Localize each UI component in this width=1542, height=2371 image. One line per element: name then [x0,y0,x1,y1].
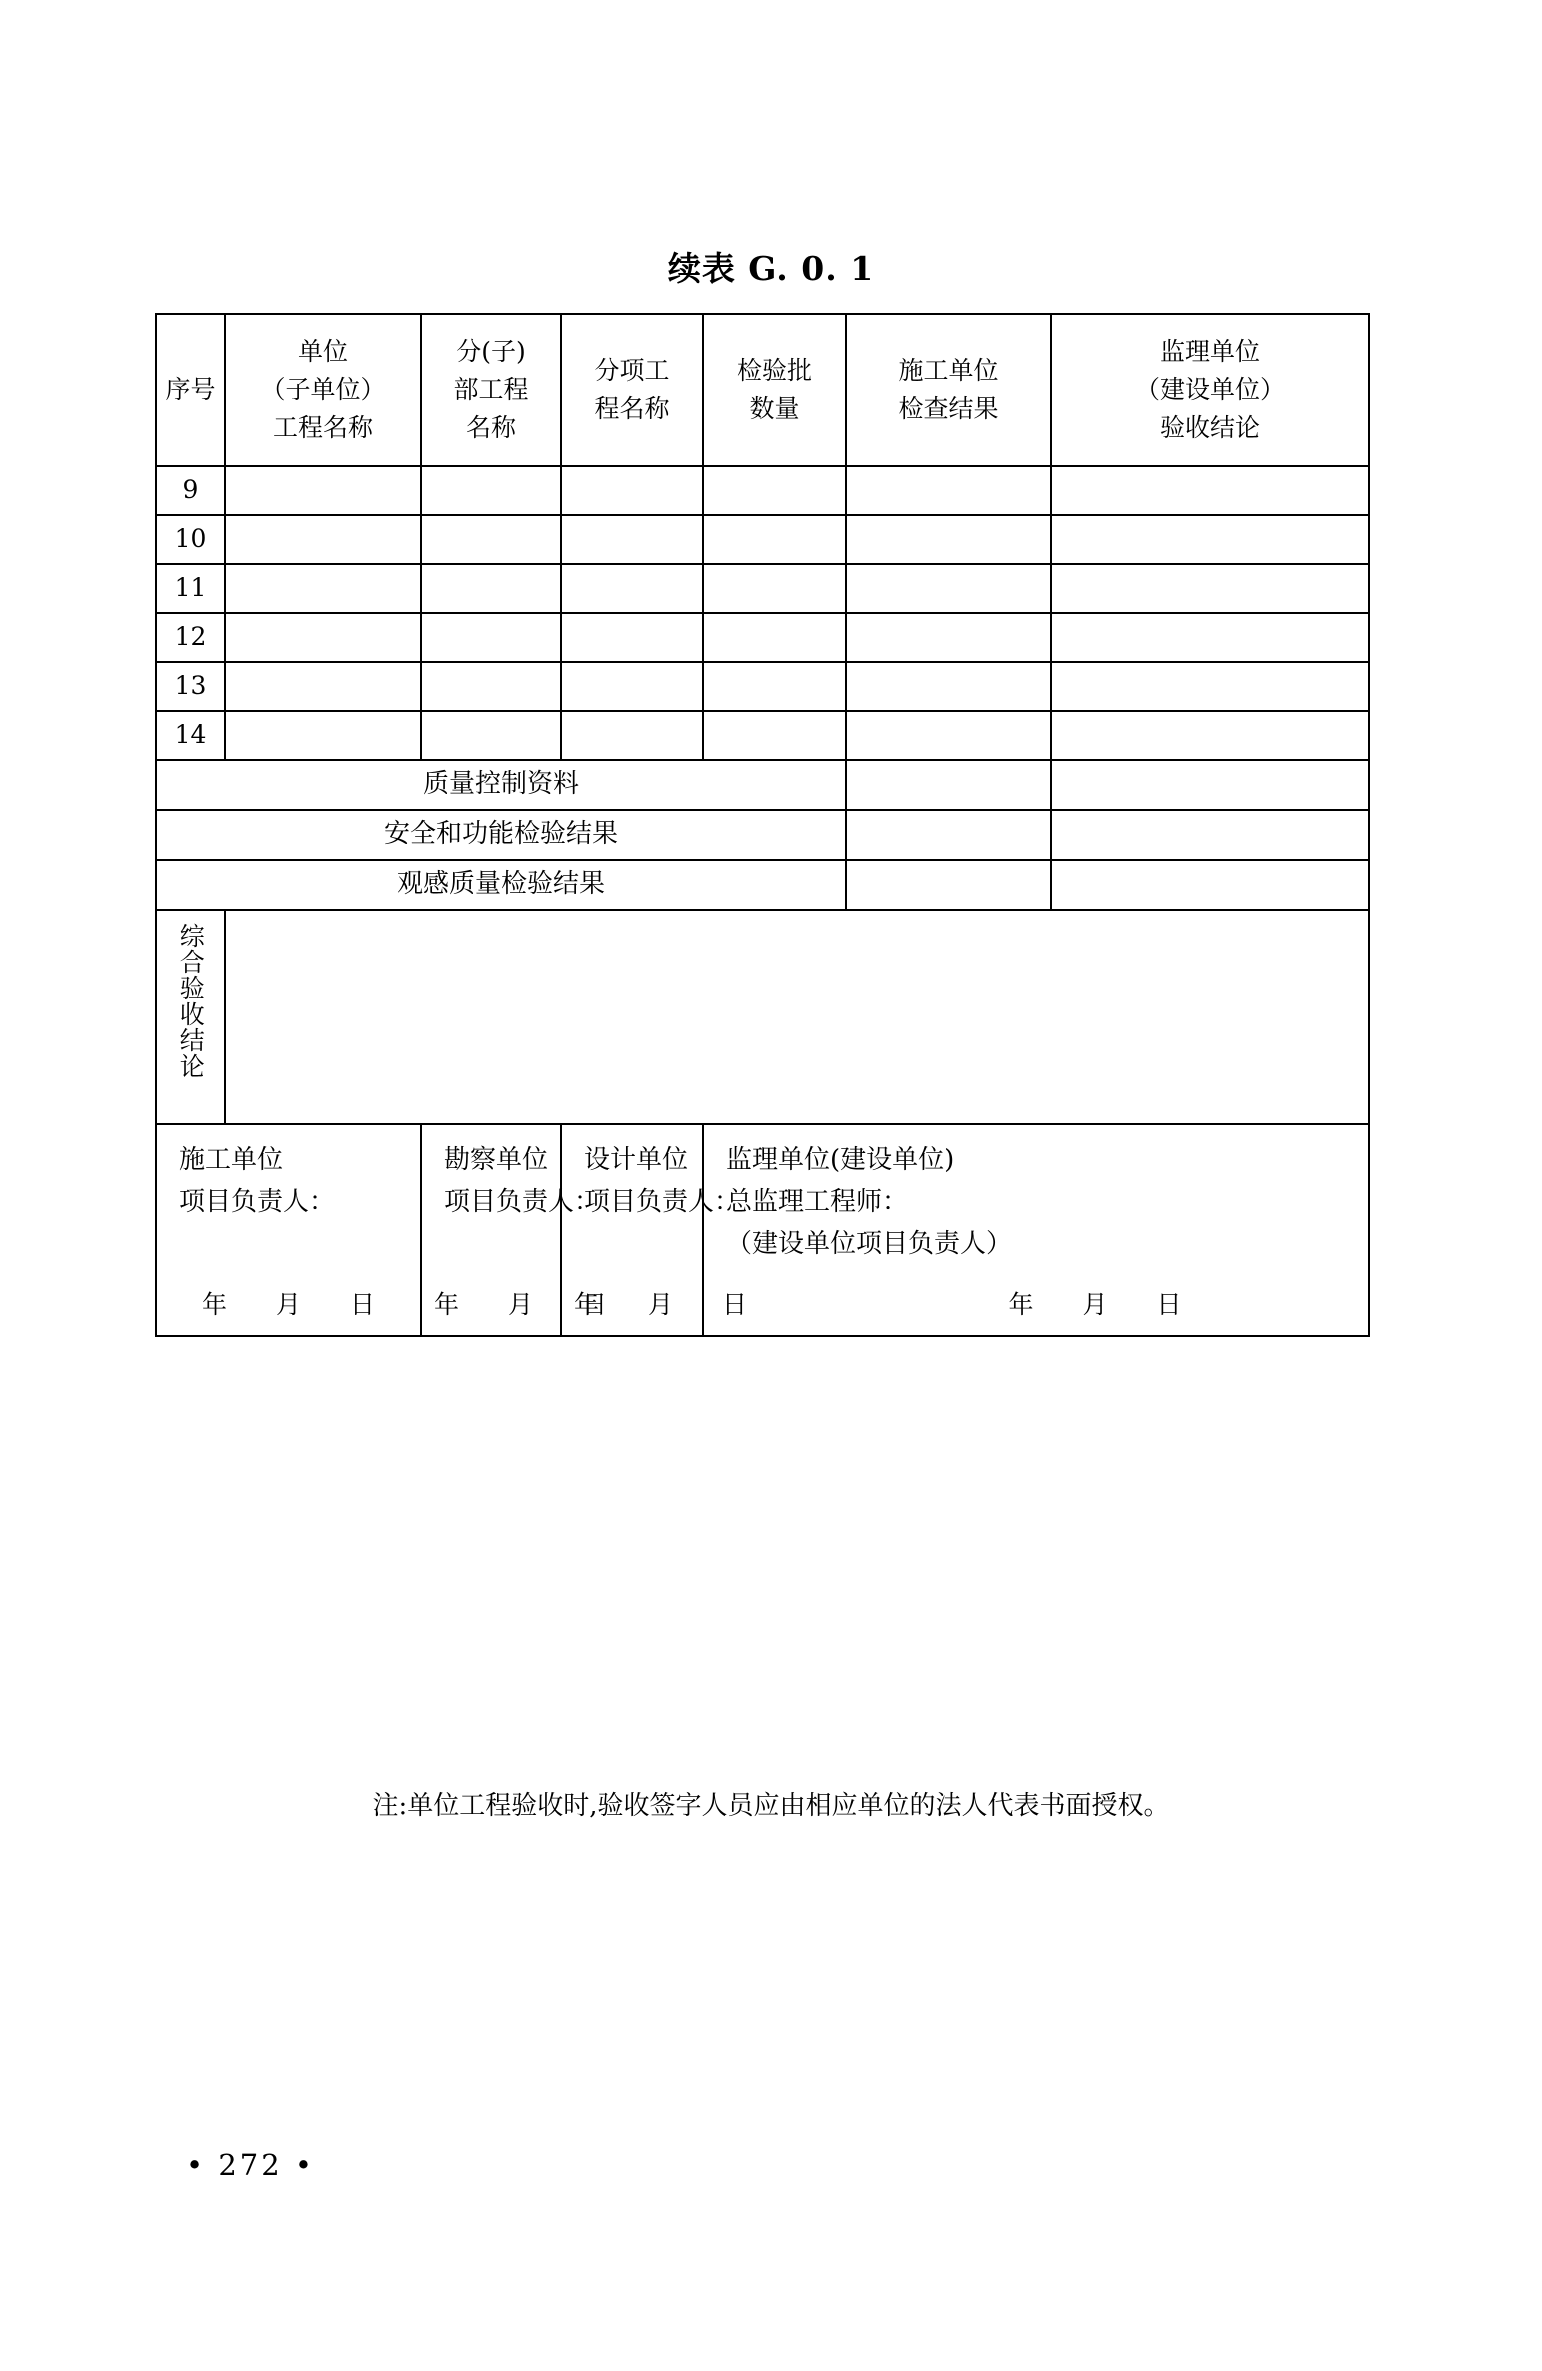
row-seq: 9 [156,466,225,515]
cell-contractor-check-result[interactable] [846,662,1051,711]
signature-block-supervisor[interactable] [703,1124,1369,1336]
cell-sub-item-project-name[interactable] [561,613,703,662]
header-line: 部工程 [453,374,529,404]
summary-label: 安全和功能检验结果 [156,810,846,860]
signature-line: 项目负责人： [584,1187,741,1218]
comprehensive-conclusion-label [156,910,225,1124]
table-row [156,515,1369,564]
header-cell-inspection-lot-quantity [703,314,846,466]
cell-unit-project-name[interactable] [225,564,421,613]
table-row [156,613,1369,662]
cell-inspection-lot-quantity[interactable] [703,564,846,613]
cell-supervisor-acceptance-conclusion[interactable] [1051,466,1369,515]
cell-supervisor-acceptance-conclusion[interactable] [1051,711,1369,760]
cell-contractor-check-result[interactable] [846,515,1051,564]
table-row [156,711,1369,760]
header-line: 名称 [465,413,516,443]
cell-unit-project-name[interactable] [225,662,421,711]
cell-sub-item-project-name[interactable] [561,711,703,760]
summary-row-safety-function-test-result [156,810,1369,860]
signature-line: 监理单位(建设单位) [726,1145,955,1175]
row-seq: 13 [156,662,225,711]
header-line: 数量 [749,394,800,423]
cell-contractor-check-result[interactable] [846,711,1051,760]
cell-sub-part-project-name[interactable] [421,613,561,662]
comprehensive-conclusion-label-text: 综合验收结论 [176,923,206,1079]
summary-row-appearance-quality-test-result [156,860,1369,910]
table-header-row [156,314,1369,466]
signature-line: 勘察单位 [444,1145,549,1175]
summary-label: 质量控制资料 [156,760,846,810]
page-number: • 272 • [186,2148,315,2182]
row-seq: 10 [156,515,225,564]
table-footnote: 注:单位工程验收时,验收签字人员应由相应单位的法人代表书面授权。 [372,1791,1170,1821]
signature-block-survey[interactable] [421,1124,620,1336]
header-line: 序号 [165,374,216,404]
header-line: （建设单位） [1134,374,1285,404]
signature-row [156,1124,1369,1336]
table-row [156,662,1369,711]
cell-sub-item-project-name[interactable] [561,564,703,613]
row-seq: 14 [156,711,225,760]
cell-sub-item-project-name[interactable] [561,466,703,515]
header-line: 监理单位 [1159,336,1260,366]
summary-cell-supervisor[interactable] [1051,810,1369,860]
row-seq: 11 [156,564,225,613]
header-cell-sub-item-project-name [561,314,703,466]
header-line: 分项工 [594,355,670,385]
header-line: 单位 [297,336,348,366]
cell-contractor-check-result[interactable] [846,466,1051,515]
signature-block-contractor[interactable] [156,1124,421,1336]
page-title: 续表 G. 0. 1 [667,249,875,288]
cell-inspection-lot-quantity[interactable] [703,515,846,564]
comprehensive-conclusion-value[interactable] [225,910,1369,1124]
summary-cell-supervisor[interactable] [1051,760,1369,810]
header-cell-sub-part-project-name [421,314,561,466]
summary-cell-contractor[interactable] [846,760,1051,810]
cell-sub-part-project-name[interactable] [421,564,561,613]
cell-unit-project-name[interactable] [225,515,421,564]
cell-supervisor-acceptance-conclusion[interactable] [1051,662,1369,711]
header-cell-contractor-check-result [846,314,1051,466]
header-line: 工程名称 [272,413,373,443]
cell-supervisor-acceptance-conclusion[interactable] [1051,613,1369,662]
cell-contractor-check-result[interactable] [846,613,1051,662]
header-line: （子单位） [260,374,386,404]
header-line: 验收结论 [1159,413,1260,443]
cell-inspection-lot-quantity[interactable] [703,466,846,515]
comprehensive-conclusion-row [156,910,1369,1124]
cell-supervisor-acceptance-conclusion[interactable] [1051,515,1369,564]
cell-inspection-lot-quantity[interactable] [703,711,846,760]
signature-block-design[interactable] [561,1124,760,1336]
header-cell-supervisor-acceptance-conclusion [1051,314,1369,466]
cell-unit-project-name[interactable] [225,711,421,760]
signature-line: （建设单位项目负责人） [726,1229,1013,1260]
signature-line: 施工单位 [179,1145,284,1175]
header-line: 检查结果 [898,394,999,423]
cell-sub-part-project-name[interactable] [421,466,561,515]
cell-sub-part-project-name[interactable] [421,662,561,711]
signature-line: 项目负责人： [179,1187,336,1218]
signature-line: 总监理工程师： [726,1187,909,1218]
cell-sub-part-project-name[interactable] [421,515,561,564]
header-cell-seq [156,314,225,466]
signature-date-line: 年 月 日 [1008,1289,1194,1319]
header-line: 程名称 [594,394,670,423]
signature-date-line: 年 月 日 [434,1289,620,1319]
table-row [156,564,1369,613]
cell-inspection-lot-quantity[interactable] [703,662,846,711]
summary-cell-supervisor[interactable] [1051,860,1369,910]
summary-row-quality-control-data [156,760,1369,810]
cell-sub-item-project-name[interactable] [561,662,703,711]
cell-unit-project-name[interactable] [225,466,421,515]
cell-sub-part-project-name[interactable] [421,711,561,760]
cell-contractor-check-result[interactable] [846,564,1051,613]
header-line: 施工单位 [898,355,999,385]
signature-line: 设计单位 [584,1145,689,1175]
signature-date-line: 年 月 日 [574,1289,760,1319]
signature-date-line: 年 月 日 [201,1289,387,1319]
header-line: 分(子) [456,336,526,366]
header-cell-unit-project-name [225,314,421,466]
cell-supervisor-acceptance-conclusion[interactable] [1051,564,1369,613]
cell-sub-item-project-name[interactable] [561,515,703,564]
table-row [156,466,1369,515]
summary-cell-contractor[interactable] [846,810,1051,860]
summary-cell-contractor[interactable] [846,860,1051,910]
signature-line: 项目负责人： [444,1187,601,1218]
acceptance-form-table [155,313,1370,1337]
row-seq: 12 [156,613,225,662]
header-line: 检验批 [736,355,812,385]
cell-inspection-lot-quantity[interactable] [703,613,846,662]
cell-unit-project-name[interactable] [225,613,421,662]
summary-label: 观感质量检验结果 [156,860,846,910]
